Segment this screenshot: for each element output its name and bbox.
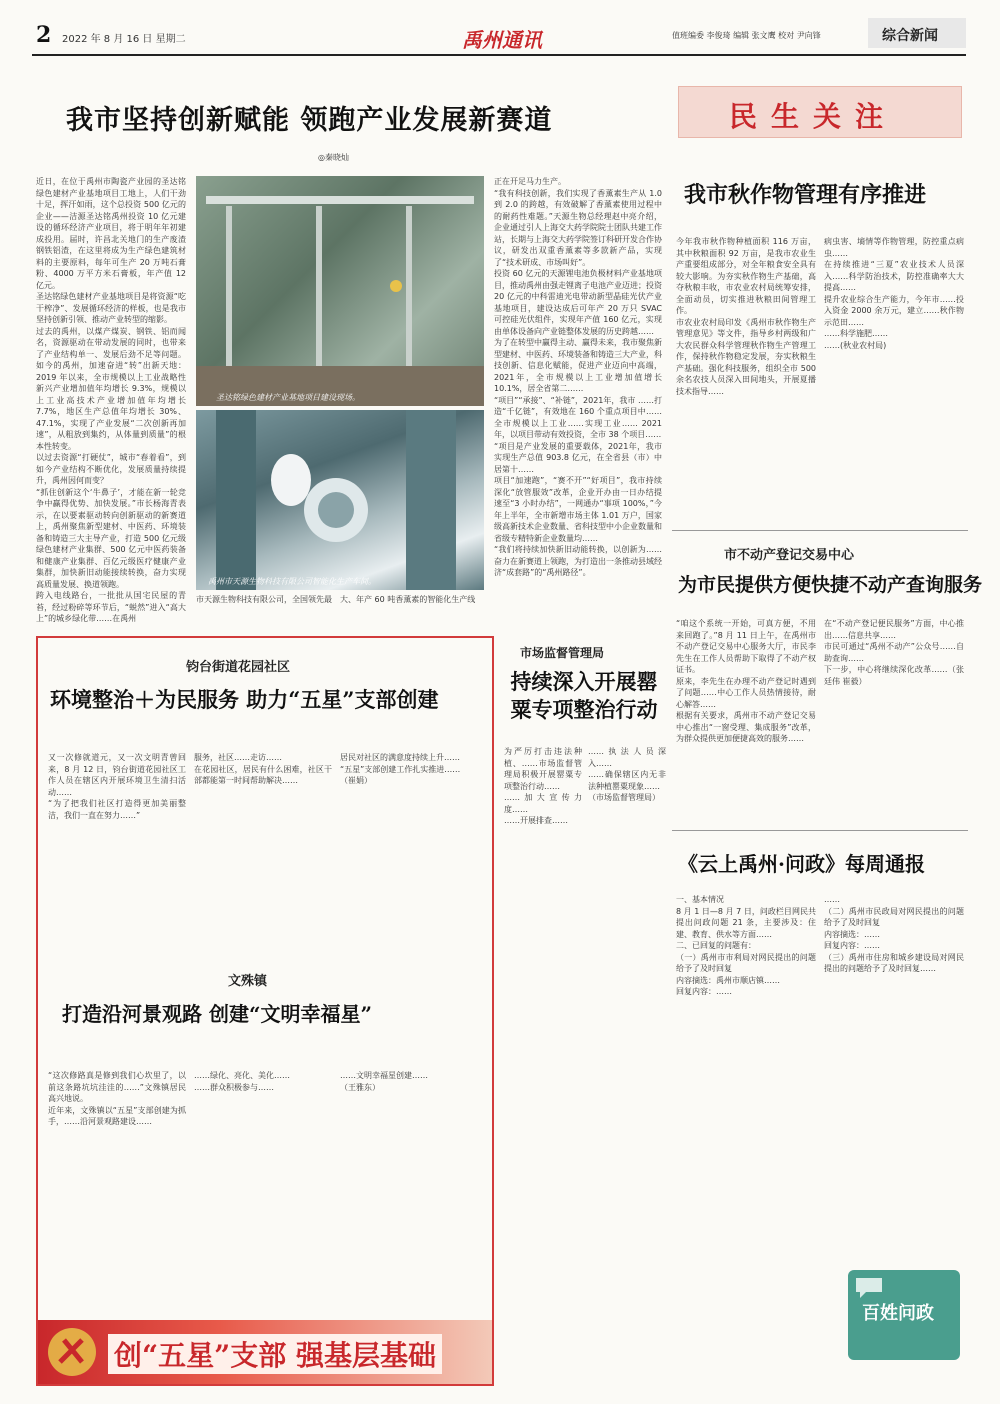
budongchan-col-1: “咱这个系统一开始，可真方便，不用来回跑了。”8 月 11 日上午，在禹州市不动产登记交易中心服务大厅，市民李先生在工作人员帮助下取得了不动产权证书。 原来，李先生在办理不动产登记时遇到了问题……中心工作人员热情接待，耐心解答…… 根据有关要求，禹州市不动产登记交易中心推出“一窗受理、集成服务”改革，为群众提供更加便捷高效的服务…… <box>676 619 816 743</box>
budongchan-col-2: 在“不动产登记便民服务”方面，中心推出……信息共享…… 市民可通过“禹州不动产”公众号……自助查询…… 下一步，中心将继续深化改革……（张廷伟 崔毅） <box>824 619 964 686</box>
jundai-col-2: 服务，社区……走访…… 在花园社区，居民有什么困难，社区干部都能第一时间帮助解决…… <box>194 753 332 785</box>
minsheng-col-1: 今年我市秋作物种植面积 116 万亩，其中秋粮面积 92 万亩，是我市农业生产重要组成部分，对全年粮食安全具有较大影响。为夯实秋作物生产基础，高夺秋粮丰收，市农业农村局统筹安排，全面动员，切实推进秋粮田间管理工作。 市农业农村局印发《禹州市秋作物生产管理意见》等文件，指导乡村两级和广大农民群众科学管理秋作物生产管理工作，保持秋作物稳定发展，夯实秋粮生产基础。强化科技服务，组织全市 500 余名农技人员深入田间地头，开展夏播技术指导…… <box>676 237 816 396</box>
wenshu-title: 打造沿河景观路 创建“文明幸福星” <box>62 1002 372 1026</box>
page-number: 2 <box>36 22 52 48</box>
minsheng-banner-text: 民生关注 <box>729 100 898 133</box>
section-label: 综合新闻 <box>882 28 938 44</box>
wuxing-banner <box>38 1320 492 1384</box>
shichang-col-2: ……执法人员深入…… ……确保辖区内无非法种植罂粟现象…… （市场监督管理局） <box>588 747 666 802</box>
photo2-caption: 禹州市天源生物科技有限公司智能化生产车间。 <box>208 577 376 586</box>
budongchan-section <box>672 530 983 820</box>
photo1-caption: 圣达铭绿色建材产业基地项目建设现场。 <box>216 393 360 402</box>
jundai-col-1: 又一次修就道元，又一次文明青曾回来，8 月 12 日，钧台街道花园社区工作人员在辖区内开展环境卫生清扫活动…… “为了把我们社区打造得更加美丽整洁，我们一直在努力……” <box>48 753 186 820</box>
editorial-credits: 值班编委 李俊琦 编辑 张文鹰 校对 尹向锋 <box>672 31 821 40</box>
yunshang-col-1: 一、基本情况 8 月 1 日—8 月 7 日，问政栏目网民共提出问政问题 21 条，主要涉及：住建、教育、供水等方面…… 二、已回复的问题有： （一）禹州市市利局对网民提出的问题给予了及时回复 内容摘选：禹州市顺店镇…… 回复内容：…… <box>676 895 816 996</box>
budongchan-kicker: 市不动产登记交易中心 <box>724 548 855 563</box>
section-divider <box>672 530 968 531</box>
photo-construction <box>196 176 484 406</box>
yunshang-title: 《云上禹州·问政》每周通报 <box>678 852 925 876</box>
lead-col-1: 近日，在位于禹州市陶瓷产业园的圣达铭绿色建材产业基地项目工地上，人们干劲十足，挥汗如雨，这个总投资 500 亿元的企业——洁源圣达铭禹州投资 10 亿元建设的循环经济产业项目，将于明年年初建成投用。届时，许昌北关地门的生产废渣钢铁铝渣，在这里将成为生产绿色建筑材料的主要原料，每年可生产 20 万吨石膏粉、4000 万平方米石膏板，年产值 12 亿元。 圣达铭绿色建材产业基地项目是将资源“吃干榨净”、发展循环经济的样板，也是我市坚持创新引领、推动产业转型的缩影。 过去的禹州，以煤产煤炭、钢铁、铝而闻名，资源驱动在带动发展的同时，也带来了产业结构单一、发展后劲不足等问题。如今的禹州，加速奋进“转”出新天地：2019 年以来，全市规模以上工业战略性新兴产业增加值年均增长 9.3%，规模以上工业高技术产业增加值年均增长 7.7%，地区生产总值年均增长 30%、47.1%，实现了产业发展“二次创新再加速”，从粗放到集约，从体量到质量”的根本性转变。 以过去资源“打硬仗”，城市“春着看”，到如今产业结构不断优化，发展质量持续提升，禹州因何而变？ “抓住创新这个‘牛鼻子’，才能在新一轮竞争中赢得优势、加快发展。”市长杨海青表示，在以要素驱动转向创新驱动的新赛道上，禹州聚焦新型建材、中医药、环境装备和铸造三大主导产业，打造 500 亿元级绿色建材产业集群、500 亿元中医药装备和健康产业集群、百亿元级医疗健康产业集群，加快新旧动能接续转换，奋力实现高质量发展、换道领跑。 跨入电线路台，一批批从国宅民屋的青苔，经过粉碎等环节后，“蜕然”进入“高大上”的城乡绿化带……在禹州 <box>36 177 186 623</box>
baixing-badge-text: 百姓问政 <box>862 1303 934 1324</box>
jundai-col-3: 居民对社区的满意度持续上升…… “五星”支部创建工作扎实推进…… （崔娟） <box>340 753 461 785</box>
minsheng-title: 我市秋作物管理有序推进 <box>684 182 927 208</box>
yunshang-section <box>672 830 968 1386</box>
section-tab <box>868 18 966 48</box>
page-header <box>0 0 1000 70</box>
header-rule <box>32 54 966 56</box>
minsheng-col-2: 病虫害、墒情等作物管理，防控重点病虫…… 在持续推进“三夏”农业技术人员深入……科学防治技术，防控准确率大大提高…… 提升农业综合生产能力，今年市……投入资金 2000 余万元，建立……秋作物示范田…… ……科学施肥…… ……(秋业农村局) <box>824 237 964 350</box>
minsheng-section <box>672 70 968 530</box>
lead-col-2a: 市天源生物科技有限公司，全国领先最 <box>196 595 332 604</box>
wenshu-section <box>42 960 488 1320</box>
wenshu-kicker: 文殊镇 <box>228 974 268 989</box>
lead-story <box>36 70 664 630</box>
photo-workshop <box>196 410 484 590</box>
baixing-badge <box>848 1270 960 1360</box>
budongchan-title: 为市民提供方便快捷不动产查询服务 <box>678 574 983 596</box>
lead-col-2b: 大、年产 60 吨香薰素的智能化生产线 <box>340 595 476 604</box>
party-emblem-icon <box>42 1322 102 1382</box>
section-divider <box>672 830 968 831</box>
shichang-section <box>500 636 668 1386</box>
shichang-col-1: 为严厉打击违法种植、……市场监督管理局积极开展罂粟专项整治行动…… ……加大宣传力度…… ……开展排查…… <box>504 747 582 825</box>
minsheng-banner <box>678 86 962 138</box>
jundai-title: 环境整治＋为民服务 助力“五星”支部创建 <box>50 687 439 712</box>
wenshu-col-2: ……绿化、亮化、美化…… ……群众积极参与…… <box>194 1071 290 1092</box>
lead-byline: ◎秦晓灿 <box>318 153 349 162</box>
jundai-kicker: 钧台街道花园社区 <box>186 660 291 675</box>
workshop-scene <box>196 410 484 590</box>
masthead: 禹州通讯 <box>462 28 542 52</box>
wenshu-col-1: “这次修路真是修到我们心坎里了，以前这条路坑坑洼洼的……”文殊镇居民高兴地说。 近年来，文殊镇以“五星”支部创建为抓手，……沿河景观路建设…… <box>48 1071 186 1126</box>
issue-date: 2022 年 8 月 16 日 星期二 <box>62 34 186 45</box>
lead-title: 我市坚持创新赋能 领跑产业发展新赛道 <box>66 105 553 136</box>
construction-scene <box>196 176 484 406</box>
wuxing-banner-text: 创“五星”支部 强基层基础 <box>108 1334 442 1374</box>
shichang-kicker: 市场监督管理局 <box>520 646 605 660</box>
lead-col-3: 正在开足马力生产。 “我有科技创新，我们实现了香薰素生产从 1.0 到 2.0 的跨越，有效破解了香薰素使用过程中的耐药性难题。”天源生物总经理赵中亮介绍，企业通过引人上海交大药学院院士团队共建工作站，长期与上海交大药学院签订科研开发合作协议，研发出双重香薰素等多款新产品，实现了“技术研成、市场叫好”。 投资 60 亿元的天源锂电池负极材料产业基地项目，推动禹州由强走锂离子电池产业迈进；投资 20 亿元的中科雷迪光电带动新型晶硅光伏产业基地项目，建设达成后可年产 20 万只 SVAC 可控硅光伏组件，实现年产值 160 亿元，实现由单体设备向产业链整体发展的历史跨越…… 为了在转型中赢得主动、赢得未来，我市聚焦新型建材、中医药、环境装备和铸造三大产业，科技创新、信息化赋能，促进产业迈向中高端，2021年，全市规模以上工业增加值增长10.1%，居全省第二…… “项目”“承接”、“补链”，2021年，我市 ……打造“千亿链”，有效地在 160 个重点项目中……全市规模以上工业……实现工业…… 2021 年，以项目带动有效投资，全市 38 个项目…… “项目是产业发展的重要载体，2021年，我市实现生产总值 903.8 亿元，在全省县（市）中居第十…… 项目“加速跑”，“赛不开”“好项目”，我市持续深化“放管服效”改革，企业开办由一日办结提速至“3 小时办结”，一网通办“事项 100%，”今年上半年，全市新增市场主体 1.01 万户，国家级高新技术企业数量、省科技型中小企业数量和省级专精特新企业数量均…… “我们将持续加快新旧动能转换，以创新为……奋力在新赛道上领跑，为打造出一条推动县域经济“成套路”的“禹州路径”。 <box>494 177 662 577</box>
jundai-section <box>42 642 488 942</box>
yunshang-col-2: …… （二）禹州市民政局对网民提出的问题给予了及时回复 内容摘选：…… 回复内容：…… （三）禹州市住房和城乡建设局对网民提出的问题给予了及时回复…… <box>824 895 964 973</box>
shichang-title: 持续深入开展罂粟专项整治行动 <box>510 669 658 722</box>
speech-bubble-icon <box>854 1276 884 1300</box>
wenshu-col-3: ……文明幸福星创建…… （王雅东） <box>340 1071 428 1092</box>
